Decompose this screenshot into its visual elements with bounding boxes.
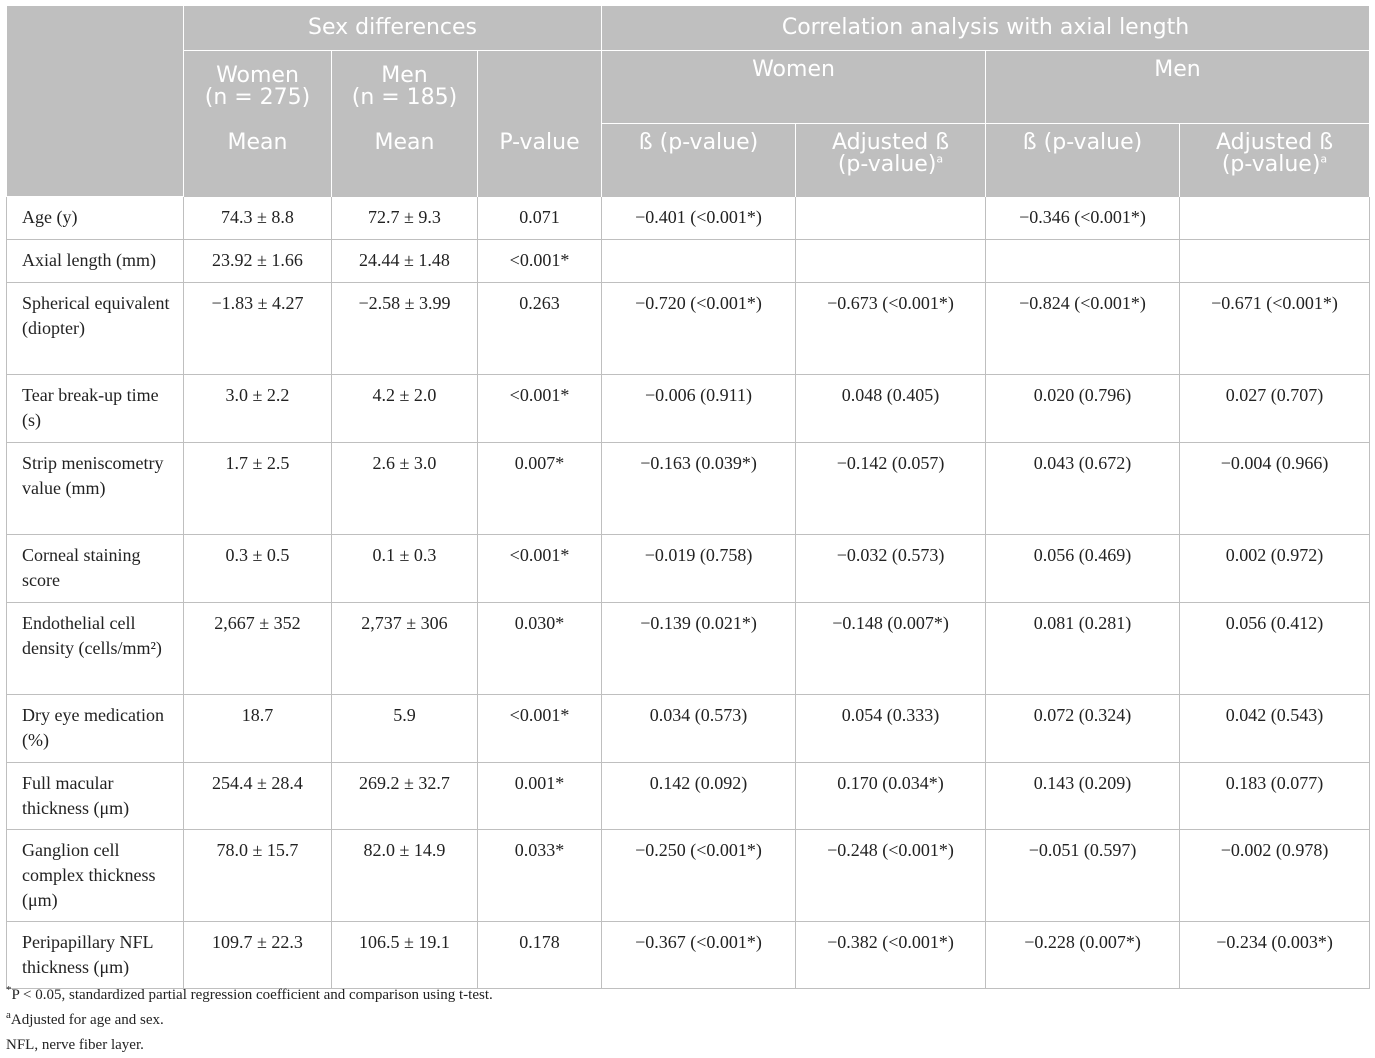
cell-p-value: <0.001* [478, 535, 602, 603]
cell-beta-men: 0.043 (0.672) [986, 443, 1180, 535]
header-women-label: Women [216, 63, 299, 89]
cell-adj-beta-women: 0.048 (0.405) [796, 375, 986, 443]
header-correlation: Correlation analysis with axial length [602, 6, 1370, 51]
header-women-group [184, 51, 332, 124]
table-row [7, 375, 1370, 443]
cell-beta-men: −0.228 (0.007*) [986, 922, 1180, 989]
row-label: Full macular thickness (μm) [7, 763, 184, 830]
cell-p-value: 0.178 [478, 922, 602, 989]
cell-women-mean: 0.3 ± 0.5 [184, 535, 332, 603]
table-row [7, 240, 1370, 283]
header-men-n: (n = 185) [351, 85, 458, 111]
cell-women-mean: 18.7 [184, 695, 332, 763]
table-row [7, 535, 1370, 603]
cell-adj-beta-women: 0.170 (0.034*) [796, 763, 986, 830]
header-men-label: Men [381, 63, 428, 89]
cell-p-value: 0.001* [478, 763, 602, 830]
header-adj-men-marker: a [1320, 152, 1328, 166]
header-adj-men-line2: (p-value) [1221, 152, 1321, 177]
header-adj-women-marker: a [936, 152, 944, 166]
cell-adj-beta-women [796, 240, 986, 283]
footnote-star-marker: * [6, 984, 12, 996]
cell-adj-beta-men: −0.004 (0.966) [1180, 443, 1370, 535]
header-blank-cell [7, 6, 184, 197]
cell-beta-men [986, 240, 1180, 283]
cell-beta-women: −0.163 (0.039*) [602, 443, 796, 535]
header-men-group [332, 51, 478, 124]
cell-beta-men: −0.346 (<0.001*) [986, 197, 1180, 240]
cell-men-mean: 0.1 ± 0.3 [332, 535, 478, 603]
cell-beta-women: −0.401 (<0.001*) [602, 197, 796, 240]
header-mean-men: Mean [332, 124, 478, 197]
row-label: Dry eye medication (%) [7, 695, 184, 763]
cell-adj-beta-women: 0.054 (0.333) [796, 695, 986, 763]
cell-beta-men: 0.081 (0.281) [986, 603, 1180, 695]
cell-women-mean: 2,667 ± 352 [184, 603, 332, 695]
cell-beta-men: −0.051 (0.597) [986, 830, 1180, 922]
header-adj-men-line1: Adjusted ß [1215, 130, 1334, 155]
cell-adj-beta-men: 0.056 (0.412) [1180, 603, 1370, 695]
header-empty-cell [478, 51, 602, 124]
cell-p-value: <0.001* [478, 375, 602, 443]
table-row [7, 763, 1370, 830]
row-label: Strip meniscometry value (mm) [7, 443, 184, 535]
header-mean-women: Mean [184, 124, 332, 197]
cell-beta-women: −0.006 (0.911) [602, 375, 796, 443]
cell-adj-beta-women: −0.382 (<0.001*) [796, 922, 986, 989]
table-container [6, 6, 1369, 989]
row-label: Peripapillary NFL thickness (μm) [7, 922, 184, 989]
cell-women-mean: −1.83 ± 4.27 [184, 283, 332, 375]
header-p-value: P-value [478, 124, 602, 197]
cell-women-mean: 74.3 ± 8.8 [184, 197, 332, 240]
header-beta-women: ß (p-value) [602, 124, 796, 197]
cell-adj-beta-men [1180, 197, 1370, 240]
cell-adj-beta-men [1180, 240, 1370, 283]
table-row [7, 603, 1370, 695]
cell-beta-men: 0.020 (0.796) [986, 375, 1180, 443]
table-header [7, 6, 1370, 197]
header-adjusted-beta-men [1180, 124, 1370, 197]
cell-adj-beta-men: 0.002 (0.972) [1180, 535, 1370, 603]
cell-adj-beta-men: 0.042 (0.543) [1180, 695, 1370, 763]
cell-adj-beta-women: −0.673 (<0.001*) [796, 283, 986, 375]
cell-beta-women [602, 240, 796, 283]
row-label: Ganglion cell complex thickness (μm) [7, 830, 184, 922]
cell-beta-women: −0.019 (0.758) [602, 535, 796, 603]
cell-men-mean: 269.2 ± 32.7 [332, 763, 478, 830]
cell-women-mean: 109.7 ± 22.3 [184, 922, 332, 989]
cell-women-mean: 254.4 ± 28.4 [184, 763, 332, 830]
footnote-adjusted [6, 1008, 493, 1033]
table-row [7, 695, 1370, 763]
cell-beta-women: −0.367 (<0.001*) [602, 922, 796, 989]
row-label: Axial length (mm) [7, 240, 184, 283]
cell-beta-men: −0.824 (<0.001*) [986, 283, 1180, 375]
cell-adj-beta-men: −0.671 (<0.001*) [1180, 283, 1370, 375]
data-table [6, 6, 1370, 989]
cell-men-mean: 82.0 ± 14.9 [332, 830, 478, 922]
cell-adj-beta-women: −0.148 (0.007*) [796, 603, 986, 695]
cell-p-value: 0.030* [478, 603, 602, 695]
cell-adj-beta-men: −0.234 (0.003*) [1180, 922, 1370, 989]
header-women-n: (n = 275) [204, 85, 311, 111]
row-label: Corneal staining score [7, 535, 184, 603]
row-label: Tear break-up time (s) [7, 375, 184, 443]
table-footnotes [6, 983, 493, 1058]
table-row [7, 922, 1370, 989]
cell-adj-beta-men: 0.183 (0.077) [1180, 763, 1370, 830]
cell-beta-men: 0.143 (0.209) [986, 763, 1180, 830]
table-row [7, 283, 1370, 375]
cell-beta-women: 0.142 (0.092) [602, 763, 796, 830]
cell-adj-beta-women: −0.142 (0.057) [796, 443, 986, 535]
cell-beta-women: −0.250 (<0.001*) [602, 830, 796, 922]
cell-beta-women: −0.720 (<0.001*) [602, 283, 796, 375]
header-sex-differences: Sex differences [184, 6, 602, 51]
cell-women-mean: 78.0 ± 15.7 [184, 830, 332, 922]
cell-beta-men: 0.072 (0.324) [986, 695, 1180, 763]
header-beta-men: ß (p-value) [986, 124, 1180, 197]
cell-men-mean: 106.5 ± 19.1 [332, 922, 478, 989]
cell-women-mean: 1.7 ± 2.5 [184, 443, 332, 535]
table-row [7, 443, 1370, 535]
cell-women-mean: 23.92 ± 1.66 [184, 240, 332, 283]
header-corr-men: Men [986, 51, 1370, 124]
cell-women-mean: 3.0 ± 2.2 [184, 375, 332, 443]
cell-adj-beta-women [796, 197, 986, 240]
header-adjusted-beta-women [796, 124, 986, 197]
cell-adj-beta-men: −0.002 (0.978) [1180, 830, 1370, 922]
footnote-adjusted-text: Adjusted for age and sex. [10, 1012, 164, 1028]
cell-men-mean: 5.9 [332, 695, 478, 763]
header-corr-women: Women [602, 51, 986, 124]
footnote-significance-text: P < 0.05, standardized partial regression coefficient and comparison using t-test. [11, 987, 493, 1003]
footnote-a-marker: a [6, 1009, 11, 1021]
cell-p-value: 0.033* [478, 830, 602, 922]
cell-adj-beta-men: 0.027 (0.707) [1180, 375, 1370, 443]
table-row [7, 830, 1370, 922]
cell-men-mean: 72.7 ± 9.3 [332, 197, 478, 240]
cell-beta-women: −0.139 (0.021*) [602, 603, 796, 695]
cell-p-value: 0.071 [478, 197, 602, 240]
row-label: Spherical equivalent (diopter) [7, 283, 184, 375]
cell-beta-men: 0.056 (0.469) [986, 535, 1180, 603]
cell-p-value: <0.001* [478, 695, 602, 763]
header-adj-women-line1: Adjusted ß [831, 130, 950, 155]
row-label: Age (y) [7, 197, 184, 240]
row-label: Endothelial cell density (cells/mm²) [7, 603, 184, 695]
cell-adj-beta-women: −0.032 (0.573) [796, 535, 986, 603]
cell-men-mean: 2.6 ± 3.0 [332, 443, 478, 535]
cell-p-value: 0.007* [478, 443, 602, 535]
table-row [7, 197, 1370, 240]
footnote-nfl: NFL, nerve fiber layer. [6, 1037, 144, 1053]
cell-men-mean: 24.44 ± 1.48 [332, 240, 478, 283]
cell-p-value: 0.263 [478, 283, 602, 375]
cell-adj-beta-women: −0.248 (<0.001*) [796, 830, 986, 922]
cell-beta-women: 0.034 (0.573) [602, 695, 796, 763]
cell-p-value: <0.001* [478, 240, 602, 283]
header-adj-women-line2: (p-value) [837, 152, 937, 177]
cell-men-mean: 4.2 ± 2.0 [332, 375, 478, 443]
table-body [7, 197, 1370, 989]
cell-men-mean: −2.58 ± 3.99 [332, 283, 478, 375]
footnote-significance [6, 983, 493, 1008]
cell-men-mean: 2,737 ± 306 [332, 603, 478, 695]
